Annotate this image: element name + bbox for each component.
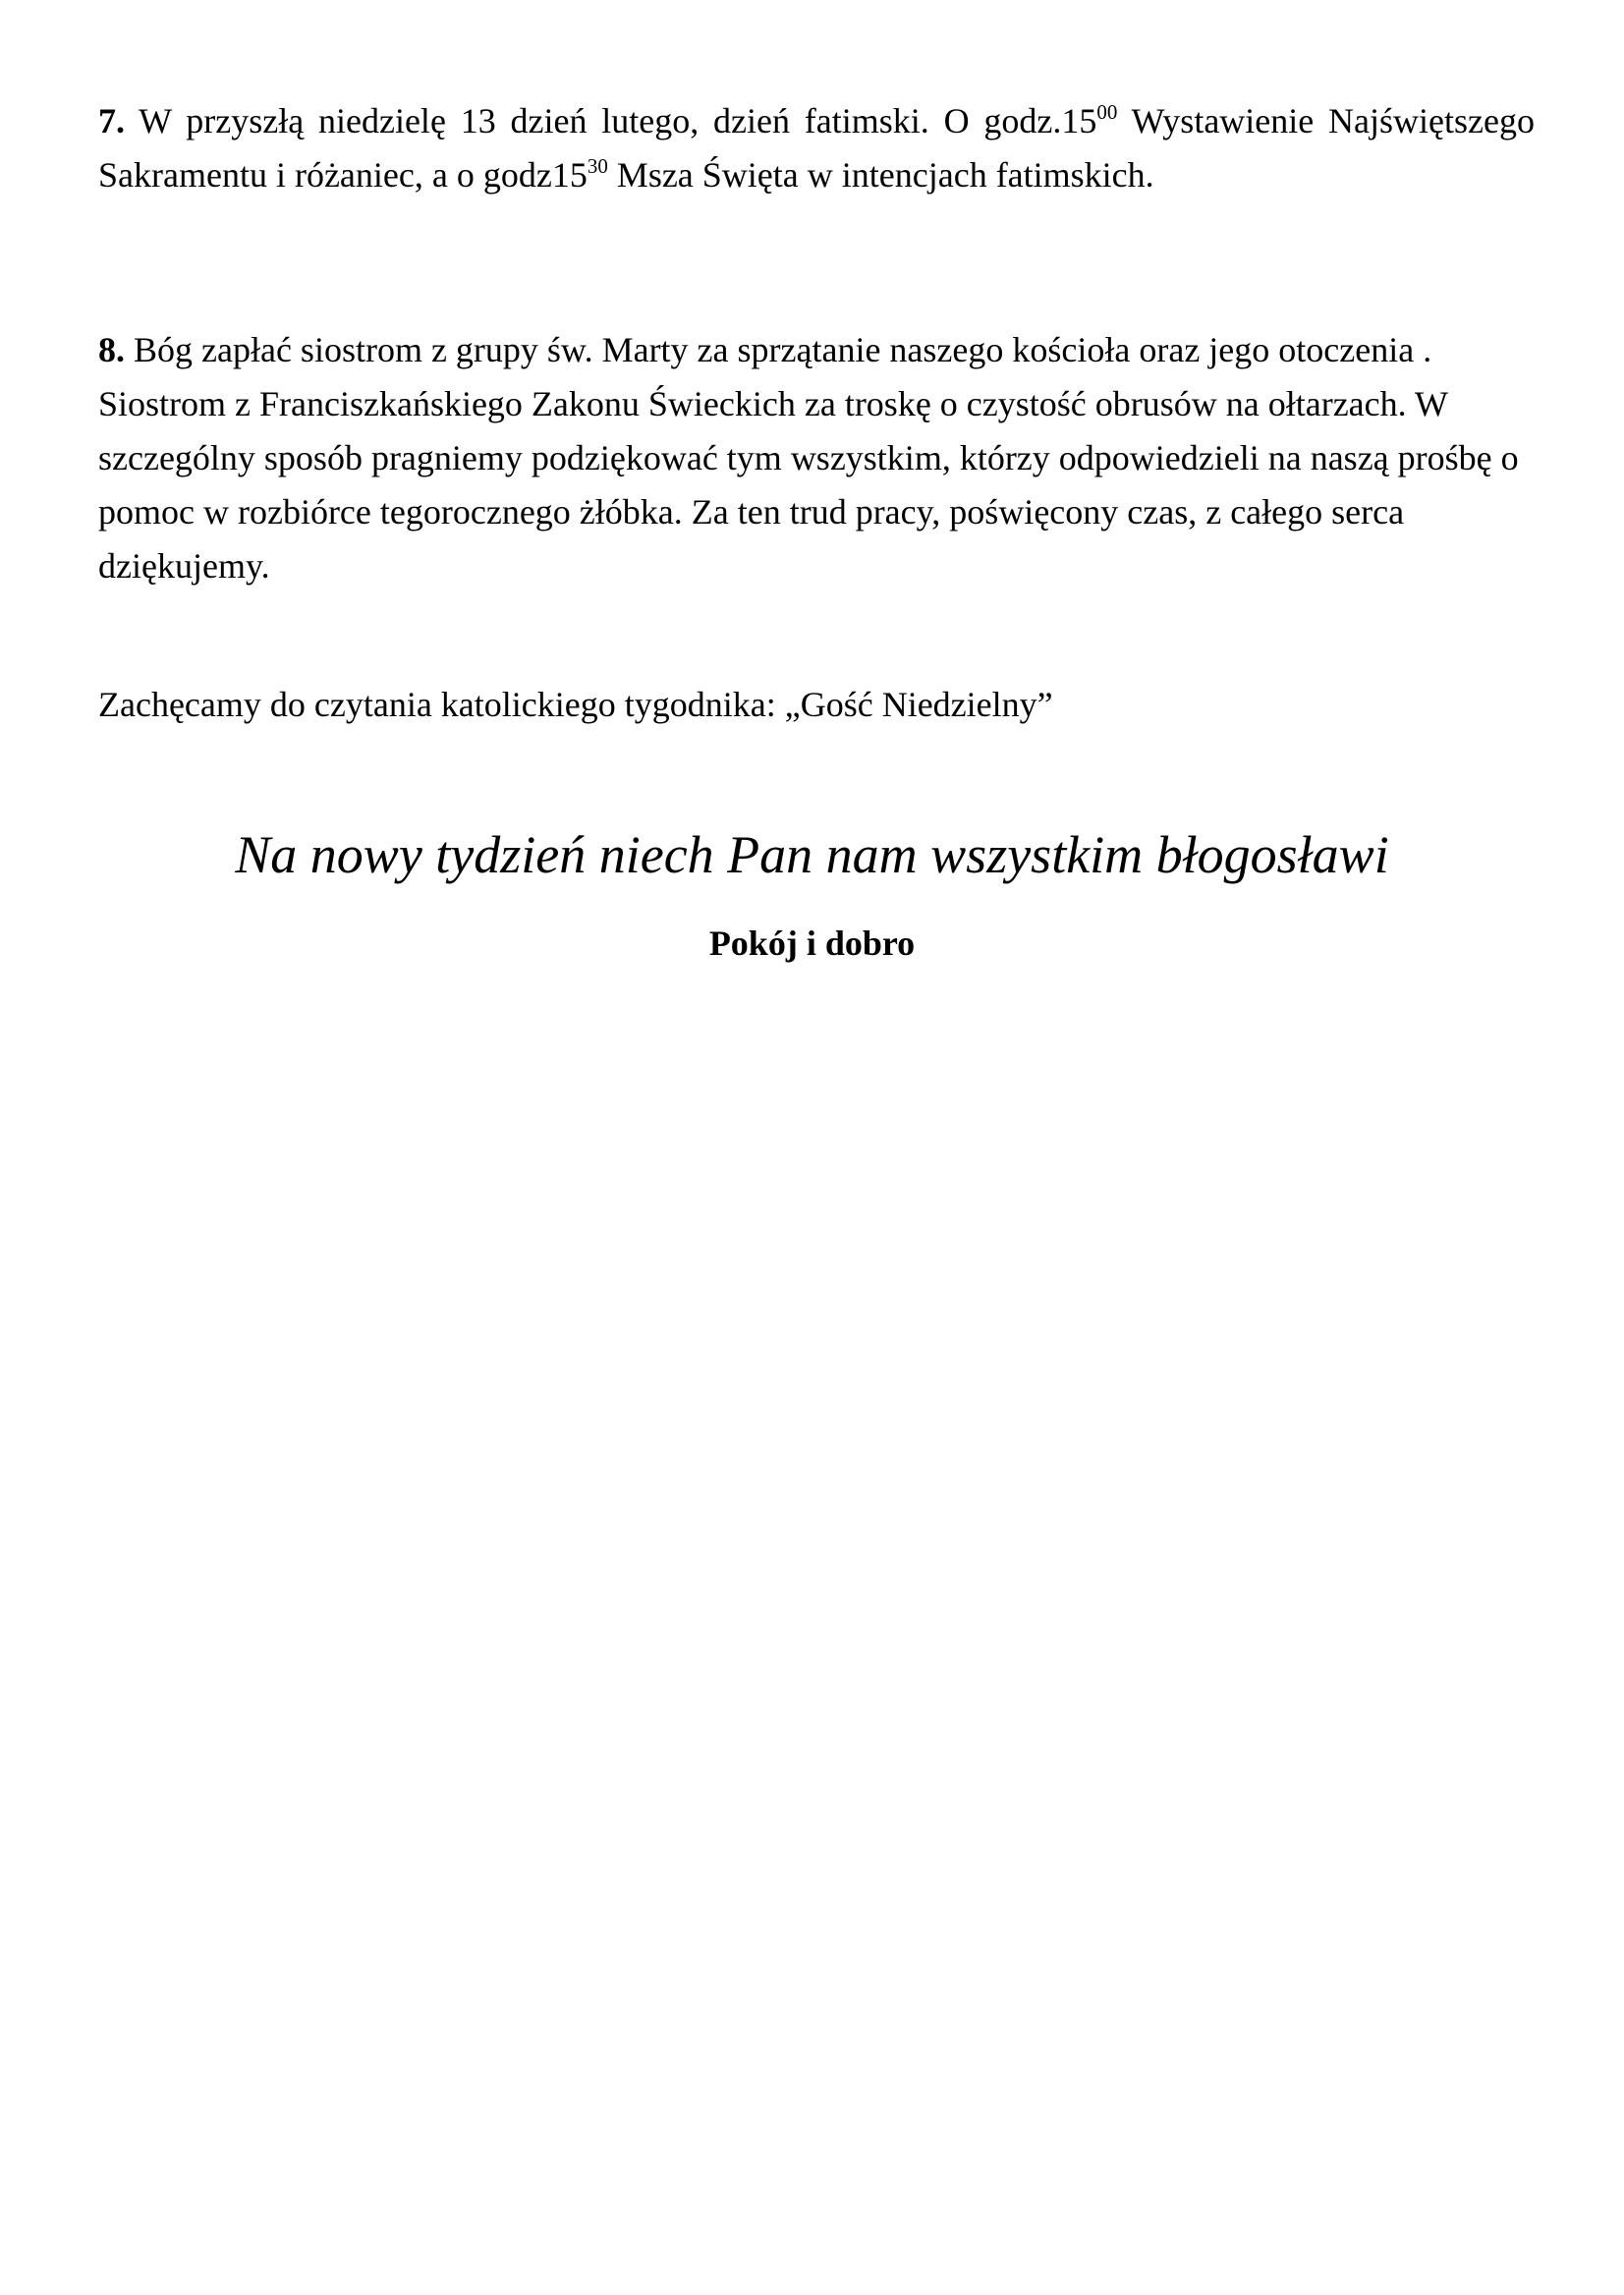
item-7-superscript-2: 30 <box>587 154 608 178</box>
item-7-text-part2: Wystawienie Najświętszego Sakramentu i różaniec, a o godz15 <box>98 101 1535 195</box>
blessing-line: Na nowy tydzień niech Pan nam wszystkim błogosławi <box>235 825 1389 884</box>
item-7-superscript-1: 00 <box>1096 100 1118 124</box>
item-8-text: Bóg zapłać siostrom z grupy św. Marty za sprzątanie naszego kościoła oraz jego otoczenia . Siostrom z Franciszkańskiego Zakonu Świeckich za troskę o czystość obrusów na ołtarzach. W szczególny sposób pragniemy podziękować tym wszystkim, którzy odpowiedzieli na naszą prośbę o pomoc w rozbiórce tegorocznego żłóbka. Za ten trud pracy, poświęcony czas, z całego serca dziękujemy. <box>98 330 1519 586</box>
announcement-item-8 <box>98 323 1535 593</box>
item-number-8: 8. <box>98 330 125 369</box>
item-7-text-part1: W przyszłą niedzielę 13 dzień lutego, dzień fatimski. O godz.15 <box>125 101 1097 140</box>
announcement-item-7 <box>98 94 1535 202</box>
reading-invitation: Zachęcamy do czytania katolickiego tygodnika: „Gość Niedzielny” <box>98 685 1053 724</box>
item-7-text-part3: Msza Święta w intencjach fatimskich. <box>607 155 1154 195</box>
item-number-7: 7. <box>98 101 125 140</box>
closing-greeting: Pokój i dobro <box>708 924 916 963</box>
